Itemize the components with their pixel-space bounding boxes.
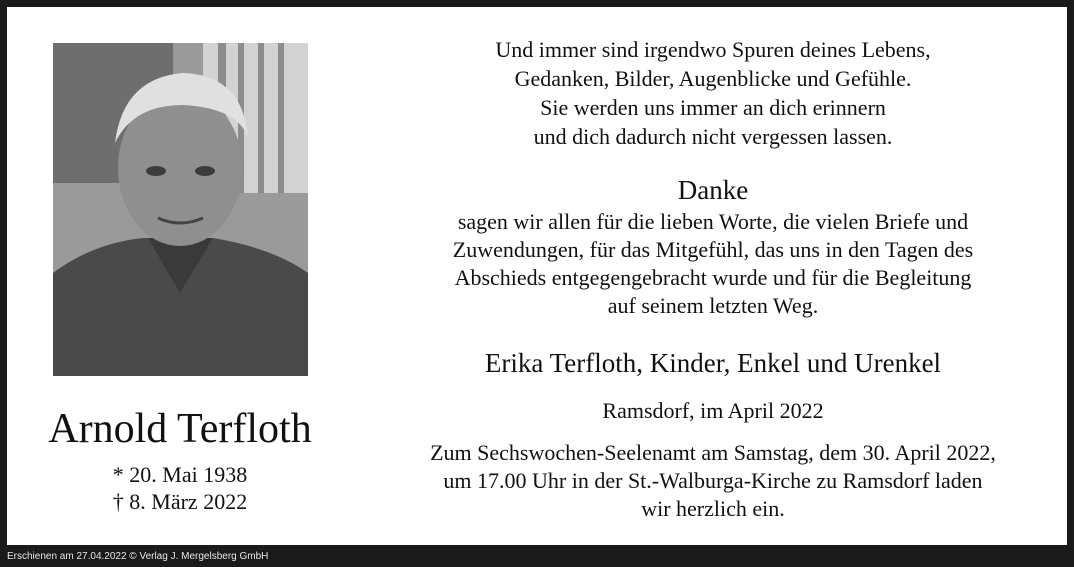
service-line: wir herzlich ein. — [641, 496, 785, 521]
thanks-line: Zuwendungen, für das Mitgefühl, das uns in den Tagen des — [452, 237, 974, 262]
verse-line: Gedanken, Bilder, Augenblicke und Gefühle. — [514, 66, 912, 91]
deceased-name: Arnold Terfloth — [48, 406, 312, 452]
place-date: Ramsdorf, im April 2022 — [602, 398, 824, 423]
verse-line: Sie werden uns immer an dich erinnern — [540, 95, 886, 120]
family-signers: Erika Terfloth, Kinder, Enkel und Urenkel — [484, 348, 942, 378]
thanks-line: sagen wir allen für die lieben Worte, die vielen Briefe und — [457, 209, 969, 234]
thanks-text — [353, 208, 1073, 320]
service-announcement — [353, 439, 1073, 523]
service-line: Zum Sechswochen-Seelenamt am Samstag, dem 30. April 2022, — [430, 440, 996, 465]
life-dates — [7, 461, 353, 515]
verse-line: und dich dadurch nicht vergessen lassen. — [533, 124, 893, 149]
verse-line: Und immer sind irgendwo Spuren deines Lebens, — [495, 37, 931, 62]
obituary-card — [7, 7, 1067, 545]
thanks-line: Abschieds entgegengebracht wurde und für die Begleitung — [454, 265, 972, 290]
memorial-verse — [353, 35, 1073, 151]
thanks-line: auf seinem letzten Weg. — [607, 293, 819, 318]
publication-footer: Erschienen am 27.04.2022 © Verlag J. Mergelsberg GmbH — [7, 551, 269, 562]
portrait-photo — [53, 43, 308, 376]
death-date: † 8. März 2022 — [112, 489, 248, 514]
thanks-heading: Danke — [677, 175, 749, 205]
service-line: um 17.00 Uhr in der St.-Walburga-Kirche zu Ramsdorf laden — [443, 468, 983, 493]
birth-date: * 20. Mai 1938 — [112, 462, 248, 487]
